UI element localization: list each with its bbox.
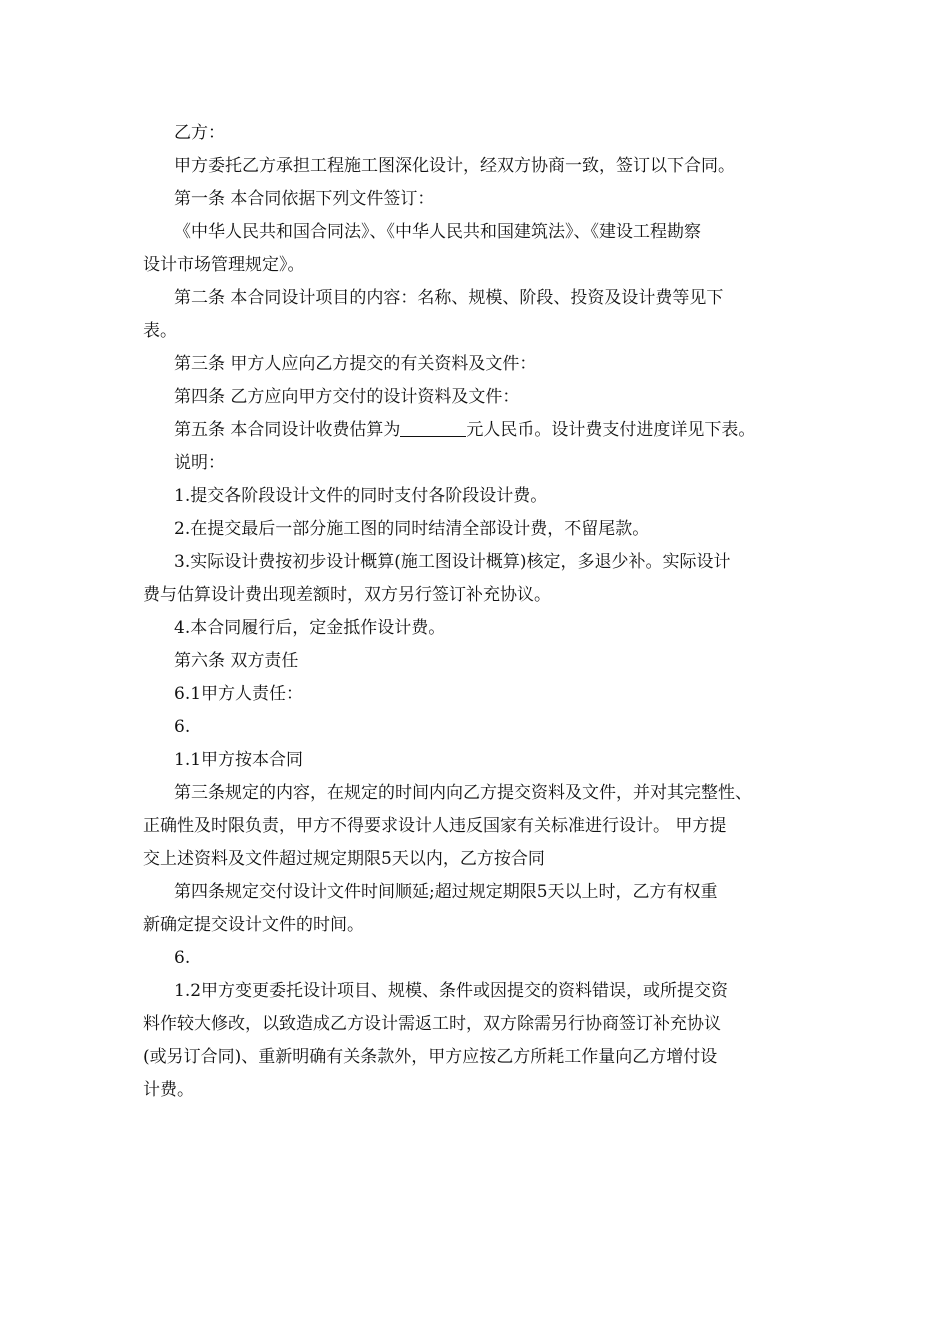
document-line: 1.2甲方变更委托设计项目、规模、条件或因提交的资料错误，或所提交资 [174, 981, 729, 1001]
document-line: 计费。 [143, 1080, 194, 1100]
document-line: 甲方委托乙方承担工程施工图深化设计，经双方协商一致，签订以下合同。 [174, 156, 735, 176]
document-line: 新确定提交设计文件的时间。 [143, 915, 364, 935]
document-line: 1.提交各阶段设计文件的同时支付各阶段设计费。 [174, 486, 548, 506]
fee-amount-blank [400, 416, 466, 437]
document-line: 4.本合同履行后，定金抵作设计费。 [174, 618, 446, 638]
document-line: 2.在提交最后一部分施工图的同时结清全部设计费，不留尾款。 [174, 519, 650, 539]
line-text-before-blank: 第五条 本合同设计收费估算为 [174, 420, 401, 440]
document-line: 6.1甲方人责任： [174, 684, 304, 704]
document-line: 正确性及时限负责，甲方不得要求设计人违反国家有关标准进行设计。 甲方提 [143, 816, 727, 836]
document-line: 6. [174, 948, 191, 968]
document-line: 设计市场管理规定》。 [143, 255, 305, 275]
document-line: 第三条 甲方人应向乙方提交的有关资料及文件： [174, 354, 537, 374]
document-line: 第一条 本合同依据下列文件签订： [174, 189, 435, 209]
document-line: 说明： [174, 453, 225, 473]
document-line: 第二条 本合同设计项目的内容：名称、规模、阶段、投资及设计费等见下 [174, 288, 724, 308]
document-line: 第六条 双方责任 [174, 651, 299, 671]
document-line: 乙方： [174, 123, 225, 143]
document-line: 6. [174, 717, 191, 737]
document-line [143, 414, 823, 447]
document-line: 《中华人民共和国合同法》、《中华人民共和国建筑法》、《建设工程勘察 [174, 222, 701, 242]
document-line: 第四条规定交付设计文件时间顺延;超过规定期限5天以上时，乙方有权重 [174, 882, 718, 902]
document-line: 第三条规定的内容，在规定的时间内向乙方提交资料及文件，并对其完整性、 [174, 783, 752, 803]
document-line: 3.实际设计费按初步设计概算(施工图设计概算)核定，多退少补。实际设计 [174, 552, 731, 572]
document-line: 交上述资料及文件超过规定期限5天以内，乙方按合同 [143, 849, 545, 869]
document-body [143, 117, 823, 1107]
document-line: 第四条 乙方应向甲方交付的设计资料及文件： [174, 387, 520, 407]
document-line: (或另订合同)、重新明确有关条款外，甲方应按乙方所耗工作量向乙方增付设 [143, 1047, 718, 1067]
line-text-after-blank: 元人民币。设计费支付进度详见下表。 [466, 420, 756, 440]
document-line: 费与估算设计费出现差额时，双方另行签订补充协议。 [143, 585, 551, 605]
document-line: 表。 [143, 321, 177, 341]
document-line: 1.1甲方按本合同 [174, 750, 304, 770]
document-line: 料作较大修改，以致造成乙方设计需返工时，双方除需另行协商签订补充协议 [143, 1014, 721, 1034]
